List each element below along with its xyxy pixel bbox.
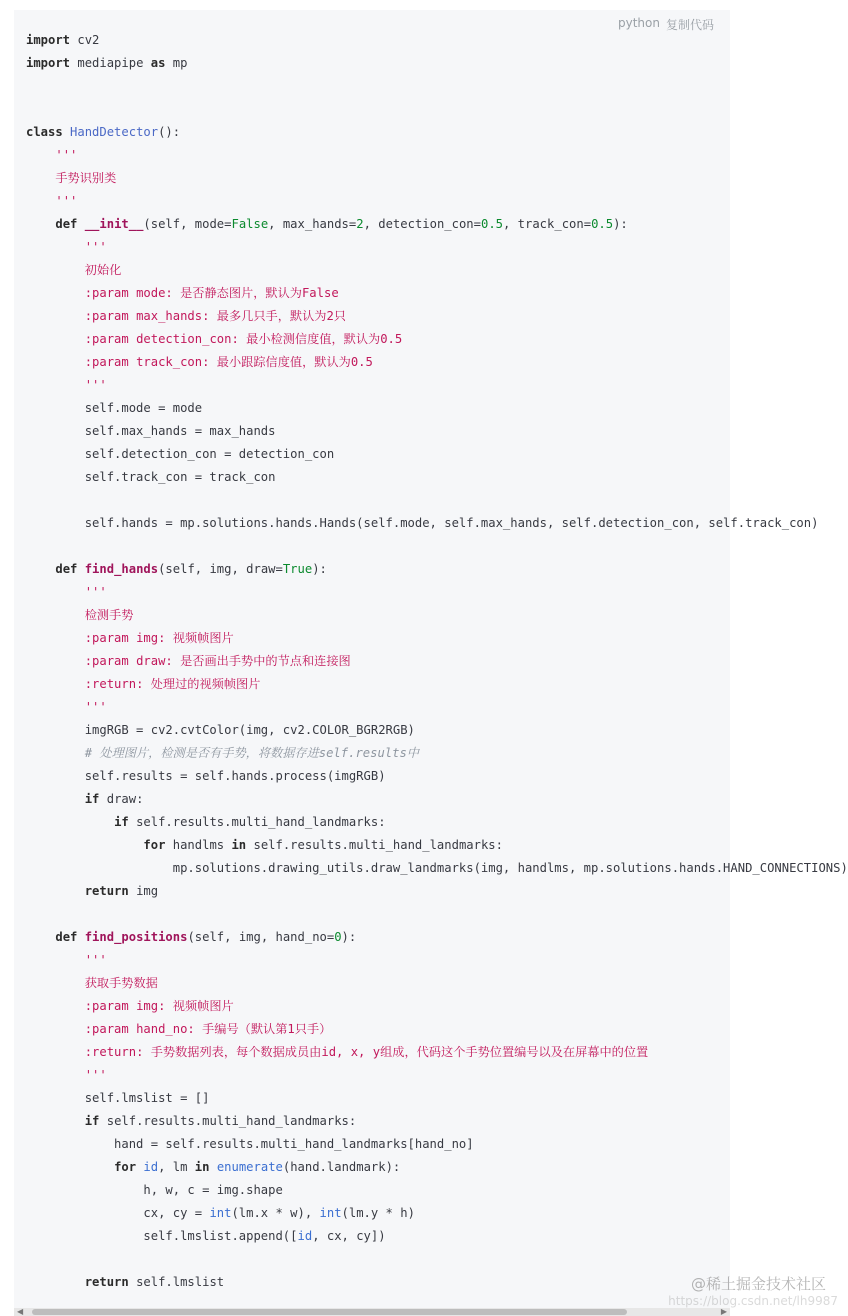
code-token: class	[26, 125, 63, 139]
code-line	[26, 719, 848, 742]
code-token: handlms	[165, 838, 232, 852]
code-token: , max_hands=	[268, 217, 357, 231]
code-token	[26, 608, 85, 622]
code-token: def	[55, 217, 78, 231]
code-token	[26, 792, 85, 806]
code-line	[26, 995, 848, 1018]
code-token: self.mode = mode	[26, 401, 203, 415]
code-line	[26, 1110, 848, 1133]
code-token: find_hands	[84, 562, 159, 576]
code-token	[26, 677, 85, 691]
code-token: 手势识别类	[55, 171, 117, 185]
code-token	[26, 815, 114, 829]
watermark-text: @稀土掘金技术社区	[690, 1275, 826, 1293]
code-token: :param detection_con: 最小检测信度值，默认为0.5	[84, 332, 403, 346]
code-line	[26, 1064, 848, 1087]
code-token: for	[114, 1160, 137, 1174]
code-token	[77, 930, 84, 944]
code-token: self.results.multi_hand_landmarks:	[246, 838, 503, 852]
code-token: ):	[341, 930, 357, 944]
code-token	[209, 1160, 216, 1174]
code-line	[26, 213, 848, 236]
code-token: import	[26, 56, 71, 70]
code-token: in	[194, 1160, 210, 1174]
code-token: '''	[84, 700, 107, 714]
code-token: ):	[613, 217, 628, 231]
code-token	[26, 1045, 85, 1059]
code-token: 0.5	[480, 217, 503, 231]
code-token	[26, 240, 85, 254]
code-token: hand = self.results.multi_hand_landmarks[hand_no]	[26, 1137, 474, 1151]
code-token	[26, 217, 55, 231]
code-line	[26, 121, 848, 144]
code-token: :param img: 视频帧图片	[84, 999, 234, 1013]
code-token: 初始化	[84, 263, 122, 277]
code-line	[26, 305, 848, 328]
code-line	[26, 397, 848, 420]
code-token: as	[150, 56, 166, 70]
code-line	[26, 834, 848, 857]
code-token	[26, 953, 85, 967]
code-line	[26, 190, 848, 213]
code-token: HandDetector	[70, 125, 159, 139]
scrollbar-thumb[interactable]	[32, 1309, 627, 1315]
code-token: , track_con=	[503, 217, 592, 231]
code-token: if	[114, 815, 129, 829]
code-token	[26, 654, 85, 668]
code-line	[26, 1087, 848, 1110]
code-line	[26, 1018, 848, 1041]
code-token: (self, mode=	[143, 217, 232, 231]
code-token	[26, 585, 85, 599]
code-line	[26, 489, 848, 512]
code-token: self.hands = mp.solutions.hands.Hands(self.mode, self.max_hands, self.detection_con, self.track_con)	[26, 516, 819, 530]
code-token	[26, 930, 55, 944]
code-token: mp.solutions.drawing_utils.draw_landmarks(img, handlms, mp.solutions.hands.HAND_CONNECTIONS)	[26, 861, 848, 875]
code-token: def	[55, 562, 78, 576]
code-token	[26, 976, 85, 990]
code-token	[26, 171, 55, 185]
code-line	[26, 949, 848, 972]
code-token: draw:	[99, 792, 144, 806]
code-token: img	[128, 884, 159, 898]
code-token: imgRGB = cv2.cvtColor(img, cv2.COLOR_BGR2RGB)	[26, 723, 415, 737]
code-line	[26, 167, 848, 190]
code-token: __init__	[84, 217, 144, 231]
code-line	[26, 811, 848, 834]
code-token: 2	[356, 217, 364, 231]
code-line	[26, 1179, 848, 1202]
code-token: self.results.multi_hand_landmarks:	[99, 1114, 357, 1128]
code-token: self.results.multi_hand_landmarks:	[128, 815, 386, 829]
code-line	[26, 1225, 848, 1248]
code-token: (lm.y * h)	[341, 1206, 415, 1220]
code-token: :param mode: 是否静态图片，默认为False	[84, 286, 339, 300]
code-token: :param draw: 是否画出手势中的节点和连接图	[84, 654, 351, 668]
code-token	[77, 217, 84, 231]
code-token: cv2	[70, 33, 100, 47]
code-token	[26, 1068, 85, 1082]
code-line	[26, 29, 848, 52]
code-token	[26, 999, 85, 1013]
code-token: False	[231, 217, 269, 231]
code-line	[26, 765, 848, 788]
code-token: :param hand_no: 手编号（默认第1只手）	[84, 1022, 332, 1036]
code-token: , lm	[158, 1160, 195, 1174]
code-token	[26, 263, 85, 277]
language-label: python	[618, 16, 660, 30]
code-token: return	[84, 1275, 129, 1289]
code-token: self.detection_con = detection_con	[26, 447, 335, 461]
code-line	[26, 972, 848, 995]
code-token	[26, 355, 85, 369]
code-line	[26, 1133, 848, 1156]
code-token	[26, 746, 85, 760]
code-token: self.lmslist = []	[26, 1091, 210, 1105]
code-token: int	[209, 1206, 232, 1220]
code-line	[26, 512, 848, 535]
scroll-right-arrow-icon[interactable]: ▶	[720, 1307, 727, 1316]
code-token: self.lmslist.append([	[26, 1229, 298, 1243]
code-token	[26, 562, 55, 576]
code-token: '''	[84, 240, 107, 254]
code-token: '''	[84, 585, 107, 599]
code-token: enumerate	[216, 1160, 283, 1174]
code-token	[26, 1160, 114, 1174]
code-token	[26, 309, 85, 323]
code-token	[26, 1114, 85, 1128]
code-token	[26, 148, 55, 162]
code-token: def	[55, 930, 78, 944]
code-token: (lm.x * w),	[231, 1206, 320, 1220]
watermark-url: https://blog.csdn.net/lh9987	[668, 1294, 838, 1308]
code-line	[26, 52, 848, 75]
code-token: 0.5	[591, 217, 614, 231]
code-token: in	[231, 838, 247, 852]
code-token	[26, 884, 85, 898]
code-line	[26, 374, 848, 397]
code-token: , cx, cy])	[312, 1229, 386, 1243]
code-line	[26, 144, 848, 167]
code-token: ():	[158, 125, 181, 139]
code-token: self.track_con = track_con	[26, 470, 276, 484]
code-token: find_positions	[84, 930, 188, 944]
horizontal-scrollbar[interactable]	[14, 1308, 730, 1316]
code-token: import	[26, 33, 71, 47]
code-line	[26, 236, 848, 259]
code-line	[26, 926, 848, 949]
code-token: :param img: 视频帧图片	[84, 631, 234, 645]
code-token	[26, 700, 85, 714]
code-token: return	[84, 884, 129, 898]
code-token	[26, 1275, 85, 1289]
code-token: 0	[334, 930, 342, 944]
code-token	[26, 194, 55, 208]
code-line	[26, 420, 848, 443]
code-token: True	[282, 562, 313, 576]
code-line	[26, 880, 848, 903]
copy-code-button[interactable]: 复制代码	[665, 18, 714, 32]
code-line	[26, 673, 848, 696]
code-token: :param track_con: 最小跟踪信度值，默认为0.5	[84, 355, 373, 369]
code-line	[26, 443, 848, 466]
code-line	[26, 351, 848, 374]
code-token	[26, 838, 143, 852]
code-token: mediapipe	[70, 56, 151, 70]
code-token	[63, 125, 70, 139]
code-token	[77, 562, 84, 576]
code-token: '''	[84, 953, 107, 967]
code-token: self.results = self.hands.process(imgRGB)	[26, 769, 386, 783]
code-token: ):	[312, 562, 327, 576]
code-line	[26, 581, 848, 604]
code-token: , detection_con=	[363, 217, 481, 231]
code-line	[26, 650, 848, 673]
code-line	[26, 627, 848, 650]
code-line	[26, 1156, 848, 1179]
code-token: 检测手势	[84, 608, 134, 622]
code-token: mp	[165, 56, 188, 70]
code-token: int	[319, 1206, 342, 1220]
code-token: '''	[84, 378, 107, 392]
code-line	[26, 903, 848, 926]
code-line	[26, 742, 848, 765]
code-token: if	[84, 1114, 100, 1128]
code-token: h, w, c = img.shape	[26, 1183, 283, 1197]
code-token	[26, 332, 85, 346]
code-token: if	[84, 792, 100, 806]
code-line	[26, 788, 848, 811]
code-line	[26, 1202, 848, 1225]
code-token	[26, 378, 85, 392]
code-line	[26, 328, 848, 351]
scroll-left-arrow-icon[interactable]: ◀	[17, 1307, 24, 1316]
code-token: :return: 手势数据列表，每个数据成员由id, x, y组成，代码这个手势位置编号以及在屏幕中的位置	[84, 1045, 649, 1059]
code-token: '''	[84, 1068, 107, 1082]
code-line	[26, 857, 848, 880]
code-line	[26, 259, 848, 282]
code-line	[26, 282, 848, 305]
code-token: self.max_hands = max_hands	[26, 424, 276, 438]
code-token: id	[143, 1160, 159, 1174]
code-lines	[26, 29, 848, 1294]
code-line	[26, 696, 848, 719]
code-line	[26, 1041, 848, 1064]
code-line	[26, 558, 848, 581]
code-token: cx, cy =	[26, 1206, 210, 1220]
code-line	[26, 1248, 848, 1271]
code-line	[26, 75, 848, 98]
code-token: (hand.landmark):	[282, 1160, 401, 1174]
code-token: for	[143, 838, 166, 852]
code-token: self.lmslist	[128, 1275, 225, 1289]
code-line	[26, 604, 848, 627]
code-token: (self, img, draw=	[158, 562, 283, 576]
code-line	[26, 98, 848, 121]
code-token: id	[297, 1229, 313, 1243]
code-token: '''	[55, 148, 78, 162]
code-token: (self, img, hand_no=	[187, 930, 335, 944]
code-line	[26, 466, 848, 489]
code-line	[26, 535, 848, 558]
code-token: '''	[55, 194, 78, 208]
code-token: :return: 处理过的视频帧图片	[84, 677, 261, 691]
code-token: # 处理图片，检测是否有手势，将数据存进self.results中	[84, 746, 419, 760]
code-token	[26, 1022, 85, 1036]
code-token: 获取手势数据	[84, 976, 158, 990]
code-token	[26, 631, 85, 645]
code-token: :param max_hands: 最多几只手，默认为2只	[84, 309, 346, 323]
code-token	[26, 286, 85, 300]
